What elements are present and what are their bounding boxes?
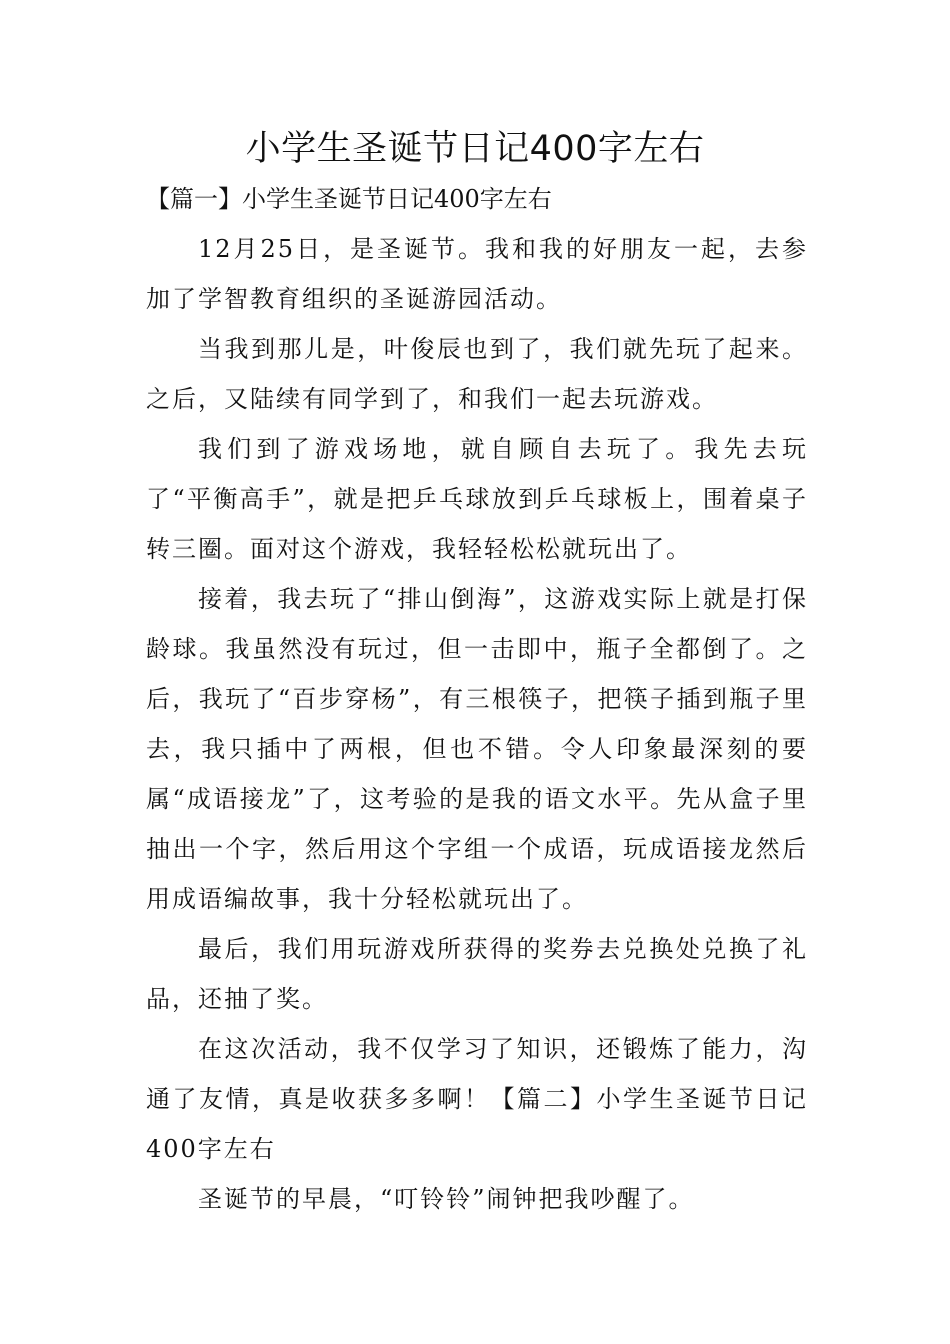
paragraph: 在这次活动，我不仅学习了知识，还锻炼了能力，沟通了友情，真是收获多多啊！【篇二】小学生圣诞节日记400字左右 (146, 1035, 808, 1163)
paragraph: 当我到那儿是，叶俊辰也到了，我们就先玩了起来。之后，又陆续有同学到了，和我们一起去玩游戏。 (146, 335, 808, 413)
paragraph: 最后，我们用玩游戏所获得的奖券去兑换处兑换了礼品，还抽了奖。 (146, 935, 808, 1013)
paragraph: 接着，我去玩了“排山倒海”，这游戏实际上就是打保龄球。我虽然没有玩过，但一击即中，瓶子全都倒了。之后，我玩了“百步穿杨”，有三根筷子，把筷子插到瓶子里去，我只插中了两根，但也不错。令人印象最深刻的要属“成语接龙”了，这考验的是我的语文水平。先从盒子里抽出一个字，然后用这个字组一个成语，玩成语接龙然后用成语编故事，我十分轻松就玩出了。 (146, 585, 808, 913)
document-title: 小学生圣诞节日记400字左右 (245, 129, 705, 169)
paragraph: 12月25日，是圣诞节。我和我的好朋友一起，去参加了学智教育组织的圣诞游园活动。 (146, 235, 808, 313)
paragraph: 我们到了游戏场地，就自顾自去玩了。我先去玩了“平衡高手”，就是把乒乓球放到乒乓球板上，围着桌子转三圈。面对这个游戏，我轻轻松松就玩出了。 (146, 435, 808, 563)
document-body (146, 174, 808, 1224)
paragraph: 圣诞节的早晨，“叮铃铃”闹钟把我吵醒了。 (198, 1185, 695, 1213)
section-heading: 【篇一】小学生圣诞节日记400字左右 (146, 185, 552, 213)
